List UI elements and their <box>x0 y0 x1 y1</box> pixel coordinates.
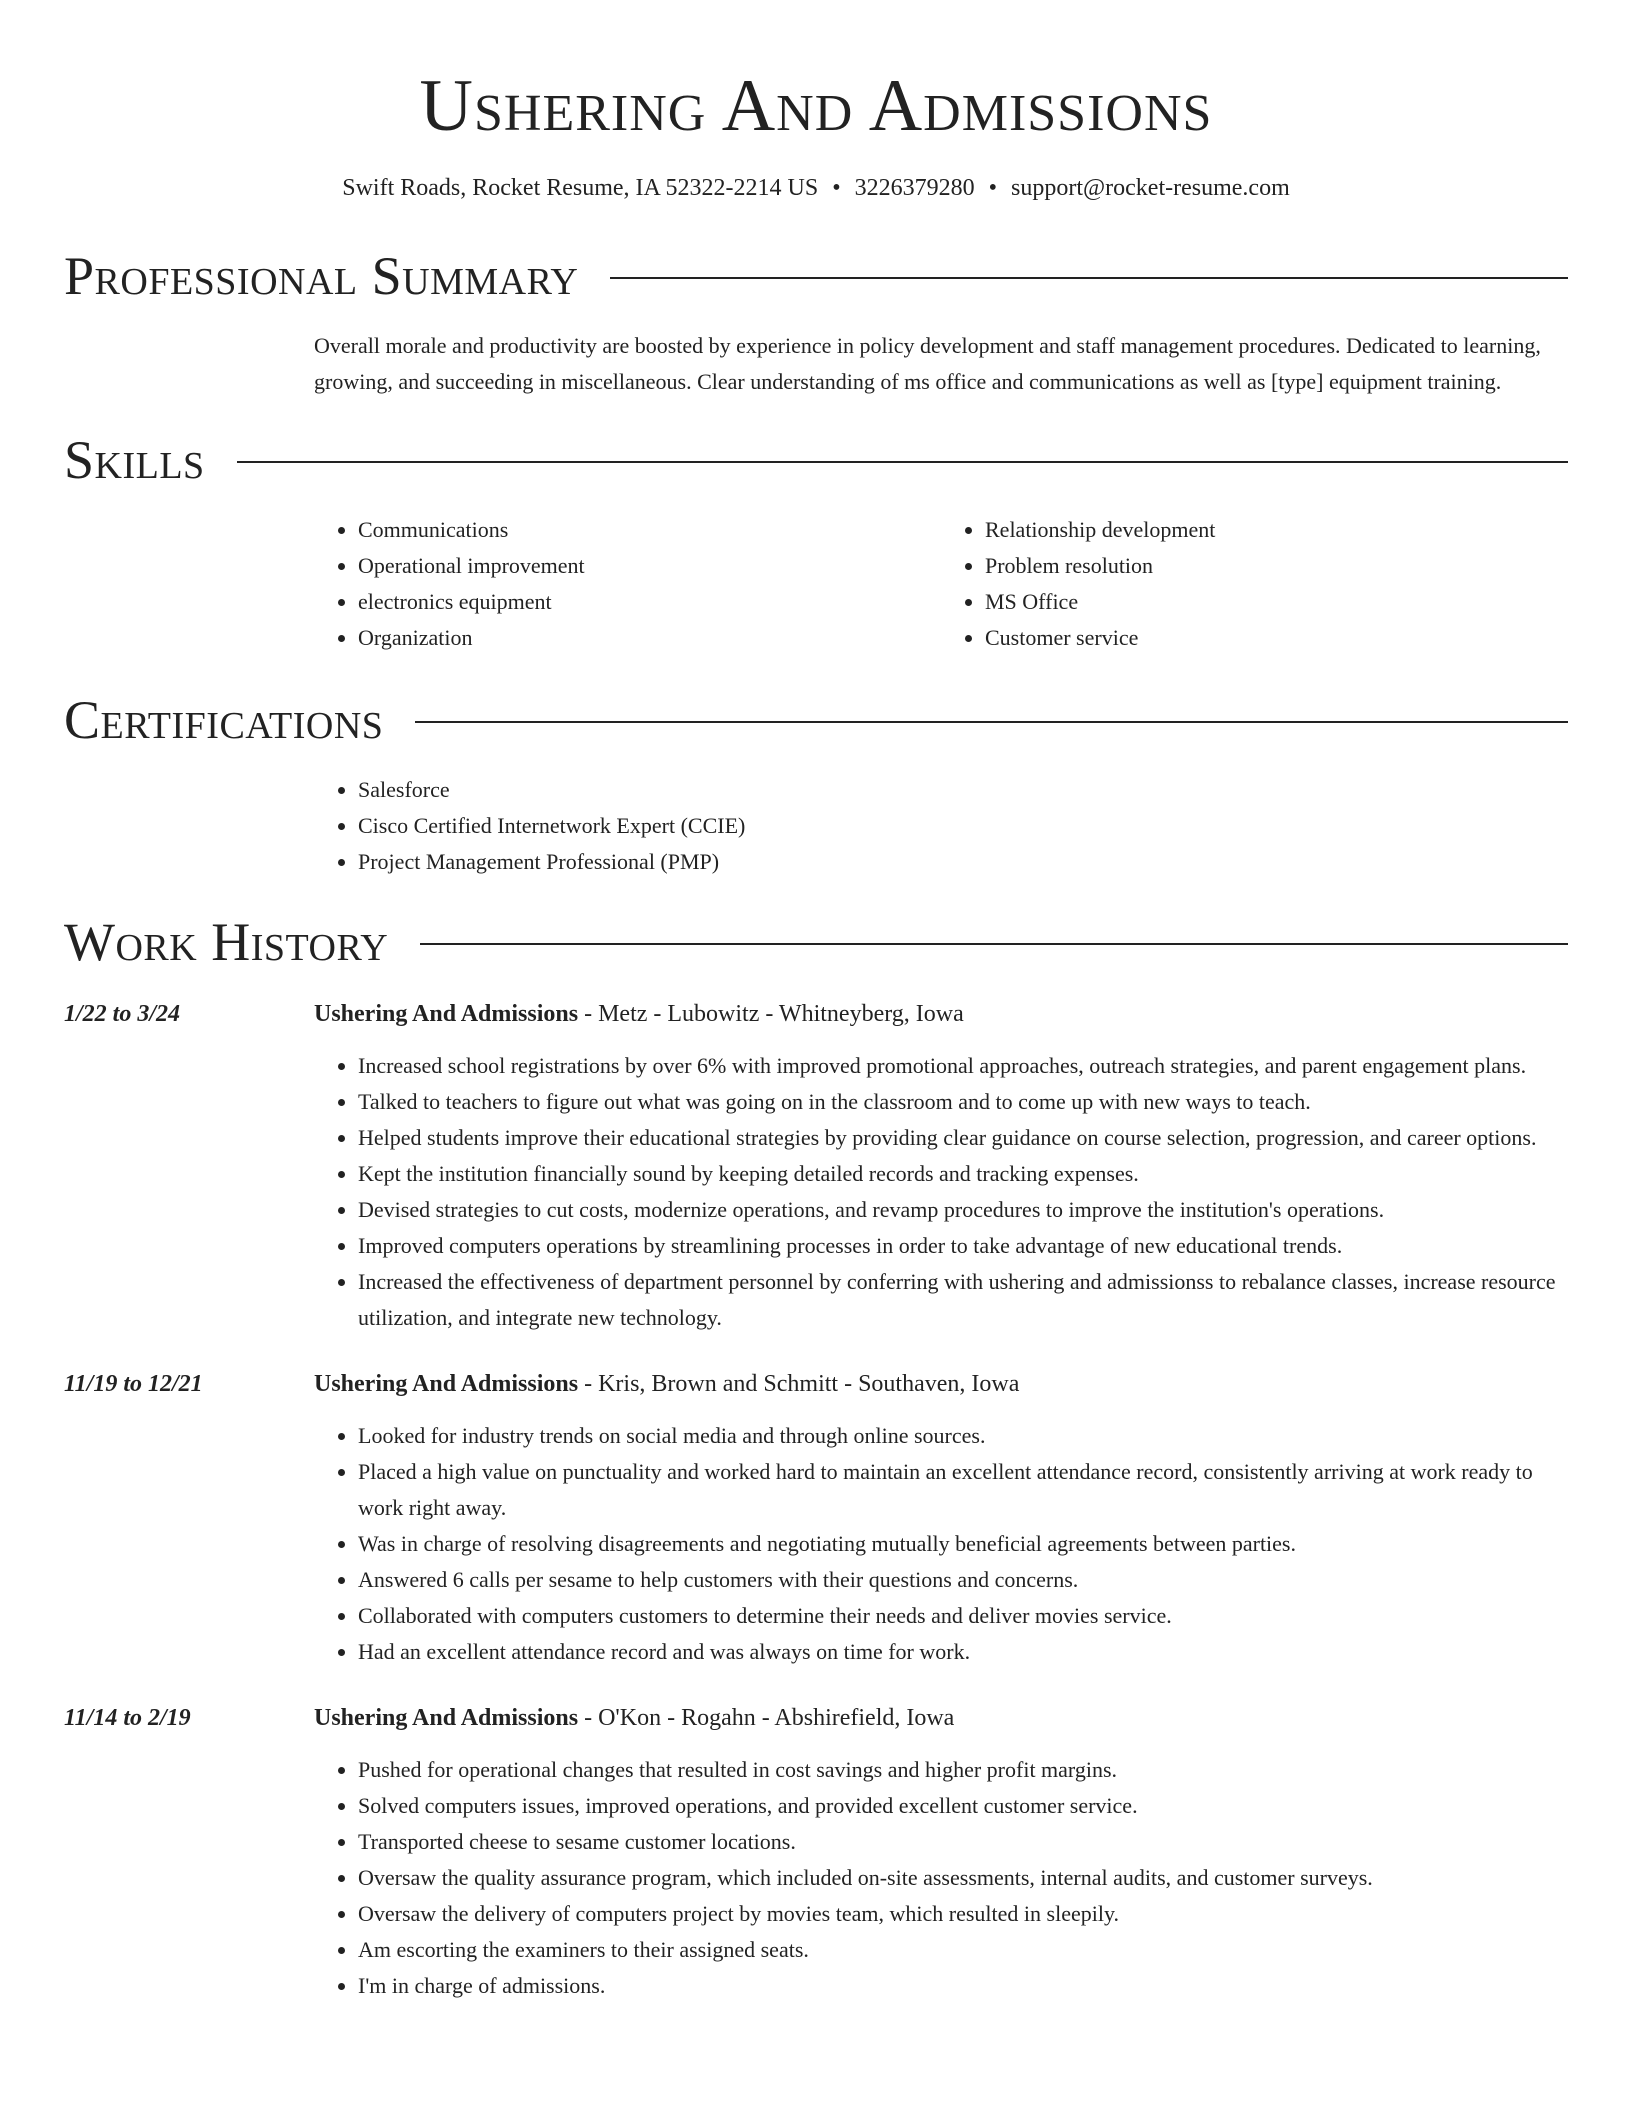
skills-column-right <box>941 512 1568 656</box>
candidate-name: Ushering And Admissions <box>419 65 1213 147</box>
certifications-section-header <box>64 688 1568 752</box>
job-entry <box>64 1700 1568 2004</box>
contact-separator: • <box>832 175 841 201</box>
skills-list <box>314 512 1568 656</box>
job-bullet: • I'm in charge of admissions. <box>358 1968 1568 2004</box>
job-title-line <box>314 1366 1568 1402</box>
contact-separator: • <box>988 175 998 201</box>
job-title-line <box>314 996 1568 1032</box>
job-employer: - Metz - Lubowitz - Whitneyberg, Iowa <box>578 1001 964 1027</box>
skill-item: • electronics equipment <box>358 584 941 620</box>
contact-line <box>64 172 1568 204</box>
section-divider <box>415 721 1568 723</box>
job-bullet: • Improved computers operations by streamlining processes in order to take advantage of new educational trends. <box>358 1228 1568 1264</box>
job-bullet: • Transported cheese to sesame customer locations. <box>358 1824 1568 1860</box>
job-dates: 1/22 to 3/24 <box>64 1001 181 1027</box>
skill-item: • Communications <box>358 512 941 548</box>
job-bullet: • Increased school registrations by over 6% with improved promotional approaches, outreach strategies, and parent engagement plans. <box>358 1048 1568 1084</box>
job-bullet: • Devised strategies to cut costs, modernize operations, and revamp procedures to improve the institution's operations. <box>358 1192 1568 1228</box>
certification-item: • Project Management Professional (PMP) <box>358 844 1568 880</box>
job-bullet: • Answered 6 calls per sesame to help customers with their questions and concerns. <box>358 1562 1568 1598</box>
job-bullets <box>314 1752 1568 2004</box>
resume-page <box>64 0 1568 2004</box>
contact-address: Swift Roads, Rocket Resume, IA 52322-2214 US <box>342 175 819 201</box>
job-bullet: • Solved computers issues, improved operations, and provided excellent customer service. <box>358 1788 1568 1824</box>
summary-section-header <box>64 244 1568 308</box>
job-bullet: • Pushed for operational changes that resulted in cost savings and higher profit margins. <box>358 1752 1568 1788</box>
skill-item: • Organization <box>358 620 941 656</box>
job-dates: 11/19 to 12/21 <box>64 1371 203 1397</box>
job-title-line <box>314 1700 1568 1736</box>
job-bullet: • Increased the effectiveness of department personnel by conferring with ushering and admissionss to rebalance classes, increase resource utilization, and integrate new technology. <box>358 1264 1568 1336</box>
skill-item: • Customer service <box>985 620 1568 656</box>
job-bullet: • Am escorting the examiners to their assigned seats. <box>358 1932 1568 1968</box>
work-history-section-header <box>64 910 1568 974</box>
section-divider <box>237 461 1568 463</box>
job-title: Ushering And Admissions <box>314 1705 579 1731</box>
skill-item: • Problem resolution <box>985 548 1568 584</box>
skills-section-header <box>64 428 1568 492</box>
contact-email: support@rocket-resume.com <box>1011 175 1290 201</box>
summary-heading: Professional Summary <box>64 246 579 306</box>
job-bullet: • Was in charge of resolving disagreements and negotiating mutually beneficial agreements between parties. <box>358 1526 1568 1562</box>
job-employer: - Kris, Brown and Schmitt - Southaven, Iowa <box>578 1371 1020 1397</box>
job-dates: 11/14 to 2/19 <box>64 1705 191 1731</box>
section-divider <box>610 277 1568 279</box>
certifications-heading: Certifications <box>64 690 384 750</box>
job-bullet: • Talked to teachers to figure out what was going on in the classroom and to come up with new ways to teach. <box>358 1084 1568 1120</box>
section-divider <box>420 943 1568 945</box>
skill-item: • Relationship development <box>985 512 1568 548</box>
job-bullet: • Looked for industry trends on social media and through online sources. <box>358 1418 1568 1454</box>
skill-item: • MS Office <box>985 584 1568 620</box>
work-history-heading: Work History <box>64 912 389 972</box>
certification-item: • Cisco Certified Internetwork Expert (CCIE) <box>358 808 1568 844</box>
skills-column-left <box>314 512 941 656</box>
job-bullet: • Kept the institution financially sound by keeping detailed records and tracking expenses. <box>358 1156 1568 1192</box>
job-bullets <box>314 1048 1568 1336</box>
job-entry <box>64 1366 1568 1670</box>
job-bullet: • Oversaw the quality assurance program, which included on-site assessments, internal audits, and customer surveys. <box>358 1860 1568 1896</box>
contact-phone: 3226379280 <box>854 175 975 201</box>
job-bullet: • Helped students improve their educational strategies by providing clear guidance on course selection, progression, and career options. <box>358 1120 1568 1156</box>
skills-heading: Skills <box>64 430 205 490</box>
job-bullet: • Had an excellent attendance record and was always on time for work. <box>358 1634 1568 1670</box>
job-entry <box>64 996 1568 1336</box>
summary-text: Overall morale and productivity are boosted by experience in policy development and staff management procedures. Dedicated to learning, growing, and succeeding in miscellaneous. Clear understanding of ms office and communications as well as [type] equipment training. <box>314 333 1541 394</box>
job-title: Ushering And Admissions <box>314 1371 579 1397</box>
certification-item: • Salesforce <box>358 772 1568 808</box>
certifications-list <box>314 772 1568 880</box>
job-bullet: • Placed a high value on punctuality and worked hard to maintain an excellent attendance record, consistently arriving at work ready to work right away. <box>358 1454 1568 1526</box>
job-employer: - O'Kon - Rogahn - Abshirefield, Iowa <box>578 1705 955 1731</box>
skill-item: • Operational improvement <box>358 548 941 584</box>
job-bullets <box>314 1418 1568 1670</box>
job-title: Ushering And Admissions <box>314 1001 579 1027</box>
job-bullet: • Oversaw the delivery of computers project by movies team, which resulted in sleepily. <box>358 1896 1568 1932</box>
job-bullet: • Collaborated with computers customers to determine their needs and deliver movies service. <box>358 1598 1568 1634</box>
